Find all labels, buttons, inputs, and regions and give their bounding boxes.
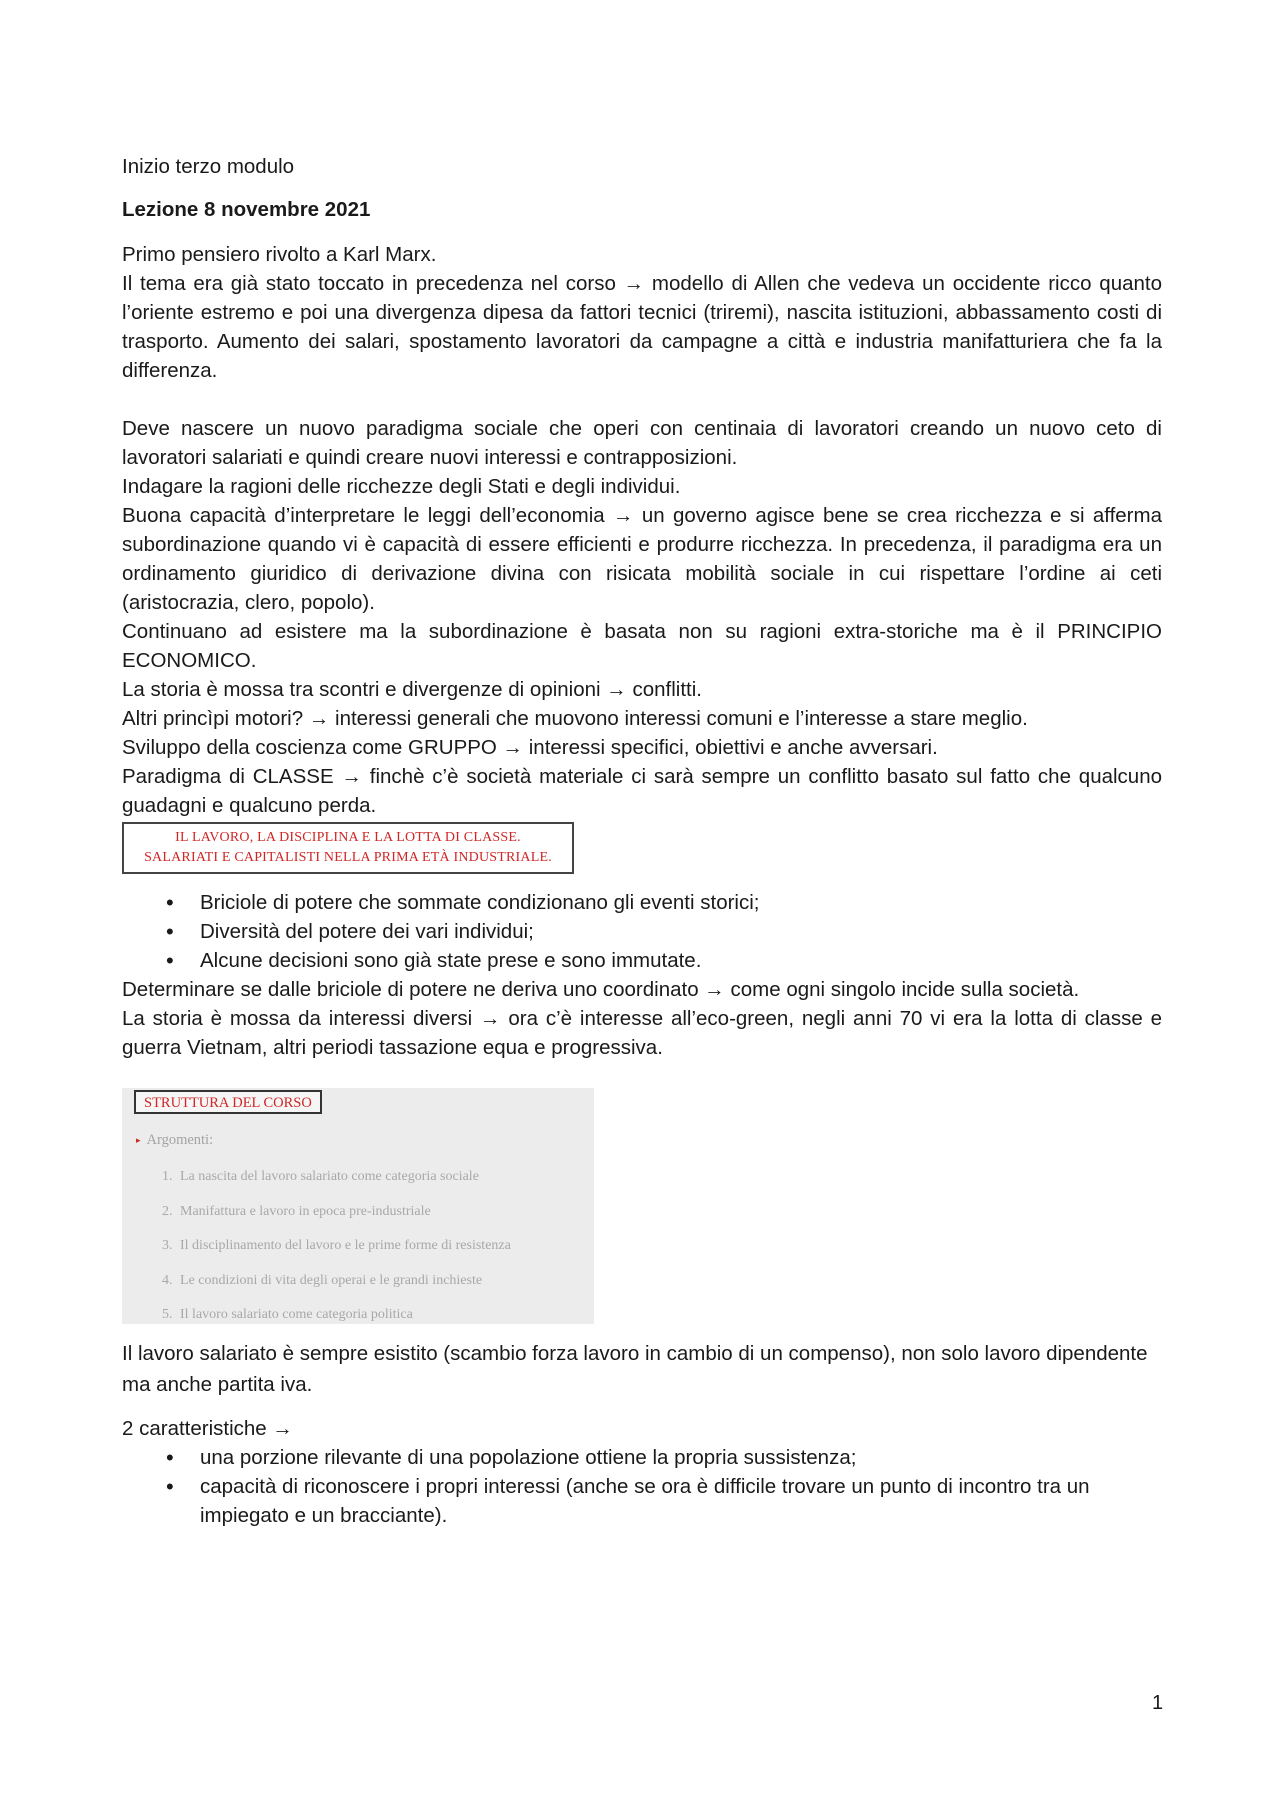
- triangle-bullet-icon: ▸: [136, 1135, 141, 1145]
- group-paragraph: Sviluppo della coscienza come GRUPPO → interessi specifici, obiettivi e anche avversari.: [122, 736, 938, 759]
- topic-text: Le condizioni di vita degli operai e le grandi inchieste: [180, 1272, 483, 1288]
- class-paragraph: Paradigma di CLASSE → finchè c’è società materiale ci sarà sempre un conflitto basato sul fatto che qualcuno guadagni e qualcuno perda.: [122, 765, 1162, 817]
- list-item: • una porzione rilevante di una popolazione ottiene la propria sussistenza;: [122, 1443, 1162, 1472]
- topic-number: 1.: [162, 1169, 173, 1184]
- lesson-title: Lezione 8 novembre 2021: [122, 198, 371, 221]
- course-topics-heading: [136, 1126, 213, 1155]
- list-item: • capacità di riconoscere i propri interessi (anche se ora è difficile trovare un punto di incontro tra un impiegato e un bracciante).: [122, 1472, 1162, 1530]
- wealth-paragraph: Indagare la ragioni delle ricchezze degli Stati e degli individui.: [122, 475, 681, 498]
- course-topics-label: Argomenti:: [146, 1132, 214, 1148]
- topic-text: Manifattura e lavoro in epoca pre-industriale: [180, 1203, 431, 1219]
- course-topics-list: [162, 1162, 511, 1335]
- topic-number: 2.: [162, 1203, 173, 1219]
- course-title-image: [122, 822, 574, 874]
- list-item: [162, 1266, 511, 1301]
- page-number: 1: [1152, 1692, 1164, 1714]
- topic-text: Il disciplinamento del lavoro e le prime forme di resistenza: [180, 1238, 511, 1253]
- topic-number: 3.: [162, 1238, 173, 1253]
- list-item: • Briciole di potere che sommate condizionano gli eventi storici;: [122, 888, 1162, 917]
- list-item: [162, 1197, 511, 1232]
- power-bullet-list: [122, 888, 1162, 975]
- list-item: [162, 1231, 511, 1266]
- conflicts-paragraph: La storia è mossa tra scontri e divergenze di opinioni → conflitti.: [122, 678, 702, 701]
- module-heading: Inizio terzo modulo: [122, 155, 295, 178]
- list-item: • Alcune decisioni sono già state prese e sono immutate.: [122, 946, 1162, 975]
- topic-text: Il lavoro salariato come categoria politica: [180, 1307, 413, 1322]
- intro-paragraph: Il tema era già stato toccato in precedenza nel corso → modello di Allen che vedeva un occidente ricco quanto l’oriente estremo e poi una divergenza dipesa da fattori tecnici (triremi), nascita istituzioni, abbassamento costi di trasporto. Aumento dei salari, spostamento lavoratori da campagne a città e industria manifatturiera che fa la differenza.: [122, 272, 1162, 382]
- course-structure-image: [122, 1088, 594, 1324]
- economy-paragraph: Buona capacità d’interpretare le leggi dell’economia → un governo agisce bene se crea ricchezza e si afferma subordinazione quando vi è capacità di essere efficienti e produrre ricchezza. In precedenza, il paradigma era un ordinamento giuridico di derivazione divina con risicata mobilità sociale in cui rispettare l’ordine ai ceti (aristocrazia, clero, popolo).: [122, 504, 1162, 614]
- course-title-line2: SALARIATI E CAPITALISTI NELLA PRIMA ETÀ INDUSTRIALE.: [144, 850, 552, 865]
- paradigm-paragraph: Deve nascere un nuovo paradigma sociale che operi con centinaia di lavoratori creando un nuovo ceto di lavoratori salariati e quindi creare nuovi interessi e contrapposizioni.: [122, 417, 1162, 469]
- coordination-paragraph: Determinare se dalle briciole di potere ne deriva uno coordinato → come ogni singolo incide sulla società.: [122, 978, 1080, 1001]
- course-structure-title: STRUTTURA DEL CORSO: [134, 1090, 322, 1114]
- topic-number: 4.: [162, 1272, 173, 1288]
- topic-number: 5.: [162, 1307, 173, 1322]
- characteristics-intro: 2 caratteristiche →: [122, 1417, 293, 1440]
- page-content: [122, 152, 1162, 1530]
- wage-labor-paragraph: Il lavoro salariato è sempre esistito (scambio forza lavoro in cambio di un compenso), non solo lavoro dipendente ma anche partita iva.: [122, 1342, 1148, 1396]
- course-title-line1: IL LAVORO, LA DISCIPLINA E LA LOTTA DI CLASSE.: [175, 830, 521, 845]
- topic-text: La nascita del lavoro salariato come categoria sociale: [180, 1169, 479, 1184]
- list-item: • Diversità del potere dei vari individui;: [122, 917, 1162, 946]
- intro-line: Primo pensiero rivolto a Karl Marx.: [122, 243, 437, 266]
- economic-principle-paragraph: Continuano ad esistere ma la subordinazione è basata non su ragioni extra-storiche ma è il PRINCIPIO ECONOMICO.: [122, 620, 1162, 672]
- motors-paragraph: Altri princìpi motori? → interessi generali che muovono interessi comuni e l’interesse a stare meglio.: [122, 707, 1028, 730]
- history-interests-paragraph: La storia è mossa da interessi diversi → ora c’è interesse all’eco-green, negli anni 70 vi era la lotta di classe e guerra Vietnam, altri periodi tassazione equa e progressiva.: [122, 1007, 1162, 1059]
- list-item: [162, 1300, 511, 1335]
- characteristics-list: [122, 1443, 1162, 1530]
- list-item: [162, 1162, 511, 1197]
